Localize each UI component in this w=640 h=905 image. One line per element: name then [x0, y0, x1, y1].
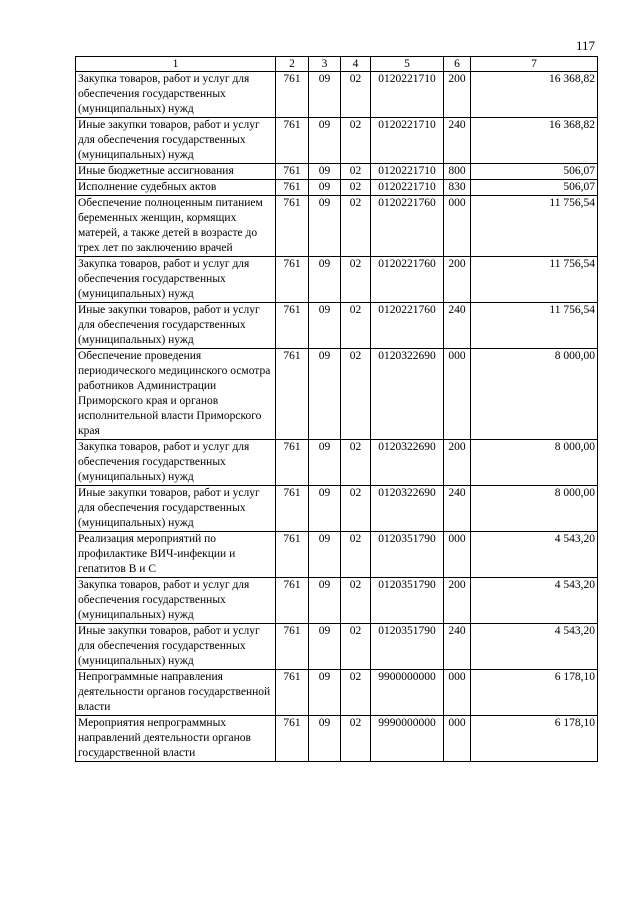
row-target-code: 0120221760: [371, 196, 444, 257]
row-section-code: 09: [309, 578, 341, 624]
row-ministry-code: 761: [276, 118, 309, 164]
row-expense-type-code: 000: [444, 532, 471, 578]
row-amount: 8 000,00: [471, 440, 598, 486]
row-ministry-code: 761: [276, 440, 309, 486]
row-name-cell: Закупка товаров, работ и услуг для обеспечения государственных (муниципальных) нужд: [76, 440, 276, 486]
row-section-code: 09: [309, 118, 341, 164]
table-row: [76, 624, 598, 670]
row-amount: 16 368,82: [471, 118, 598, 164]
table-row: [76, 440, 598, 486]
table-row: [76, 164, 598, 180]
row-expense-type-code: 240: [444, 624, 471, 670]
row-expense-type-code: 000: [444, 716, 471, 762]
row-target-code: 0120221760: [371, 257, 444, 303]
row-amount: 506,07: [471, 164, 598, 180]
row-subsection-code: 02: [341, 578, 371, 624]
table-row: [76, 257, 598, 303]
row-expense-type-code: 000: [444, 349, 471, 440]
row-target-code: 0120351790: [371, 532, 444, 578]
row-ministry-code: 761: [276, 303, 309, 349]
row-target-code: 0120351790: [371, 578, 444, 624]
row-subsection-code: 02: [341, 257, 371, 303]
row-target-code: 0120221760: [371, 303, 444, 349]
row-section-code: 09: [309, 440, 341, 486]
row-name-cell: Обеспечение полноценным питанием беременных женщин, кормящих матерей, а также детей в возрасте до трех лет по заключению врачей: [76, 196, 276, 257]
row-subsection-code: 02: [341, 303, 371, 349]
row-expense-type-code: 200: [444, 257, 471, 303]
row-ministry-code: 761: [276, 532, 309, 578]
row-expense-type-code: 200: [444, 578, 471, 624]
row-ministry-code: 761: [276, 670, 309, 716]
row-name-cell: Иные закупки товаров, работ и услуг для обеспечения государственных (муниципальных) нужд: [76, 303, 276, 349]
table-row: [76, 118, 598, 164]
row-section-code: 09: [309, 670, 341, 716]
row-name-cell: Иные закупки товаров, работ и услуг для обеспечения государственных (муниципальных) нужд: [76, 624, 276, 670]
row-subsection-code: 02: [341, 180, 371, 196]
column-header: 2: [276, 57, 309, 72]
column-header: 5: [371, 57, 444, 72]
row-amount: 8 000,00: [471, 349, 598, 440]
row-ministry-code: 761: [276, 72, 309, 118]
row-target-code: 0120221710: [371, 118, 444, 164]
row-name-cell: Исполнение судебных актов: [76, 180, 276, 196]
table-row: [76, 670, 598, 716]
row-section-code: 09: [309, 532, 341, 578]
row-subsection-code: 02: [341, 670, 371, 716]
row-section-code: 09: [309, 180, 341, 196]
row-section-code: 09: [309, 349, 341, 440]
row-subsection-code: 02: [341, 72, 371, 118]
column-header: 6: [444, 57, 471, 72]
row-section-code: 09: [309, 303, 341, 349]
column-header: 7: [471, 57, 598, 72]
row-target-code: 0120221710: [371, 180, 444, 196]
table-row: [76, 349, 598, 440]
row-target-code: 9900000000: [371, 670, 444, 716]
row-subsection-code: 02: [341, 164, 371, 180]
row-ministry-code: 761: [276, 486, 309, 532]
row-expense-type-code: 240: [444, 118, 471, 164]
row-ministry-code: 761: [276, 180, 309, 196]
row-name-cell: Закупка товаров, работ и услуг для обеспечения государственных (муниципальных) нужд: [76, 578, 276, 624]
row-target-code: 0120221710: [371, 164, 444, 180]
row-target-code: 0120221710: [371, 72, 444, 118]
row-subsection-code: 02: [341, 440, 371, 486]
row-ministry-code: 761: [276, 257, 309, 303]
table-row: [76, 716, 598, 762]
column-header: 1: [76, 57, 276, 72]
row-target-code: 0120351790: [371, 624, 444, 670]
row-ministry-code: 761: [276, 716, 309, 762]
column-header: 4: [341, 57, 371, 72]
row-target-code: 9990000000: [371, 716, 444, 762]
table-row: [76, 578, 598, 624]
row-section-code: 09: [309, 624, 341, 670]
row-ministry-code: 761: [276, 349, 309, 440]
row-amount: 506,07: [471, 180, 598, 196]
row-section-code: 09: [309, 257, 341, 303]
row-amount: 16 368,82: [471, 72, 598, 118]
row-subsection-code: 02: [341, 196, 371, 257]
row-expense-type-code: 800: [444, 164, 471, 180]
row-subsection-code: 02: [341, 624, 371, 670]
row-subsection-code: 02: [341, 349, 371, 440]
column-header: 3: [309, 57, 341, 72]
row-subsection-code: 02: [341, 118, 371, 164]
row-amount: 11 756,54: [471, 303, 598, 349]
table-row: [76, 303, 598, 349]
row-section-code: 09: [309, 716, 341, 762]
row-section-code: 09: [309, 72, 341, 118]
table-header-row: [76, 57, 598, 72]
row-expense-type-code: 200: [444, 72, 471, 118]
table-row: [76, 72, 598, 118]
row-amount: 4 543,20: [471, 578, 598, 624]
row-ministry-code: 761: [276, 164, 309, 180]
row-amount: 11 756,54: [471, 257, 598, 303]
row-target-code: 0120322690: [371, 349, 444, 440]
row-subsection-code: 02: [341, 486, 371, 532]
page-number: 117: [575, 38, 595, 53]
table-row: [76, 196, 598, 257]
row-amount: 8 000,00: [471, 486, 598, 532]
row-name-cell: Закупка товаров, работ и услуг для обеспечения государственных (муниципальных) нужд: [76, 257, 276, 303]
row-expense-type-code: 830: [444, 180, 471, 196]
row-expense-type-code: 000: [444, 196, 471, 257]
budget-table: [75, 56, 598, 762]
row-name-cell: Иные закупки товаров, работ и услуг для обеспечения государственных (муниципальных) нужд: [76, 486, 276, 532]
row-amount: 11 756,54: [471, 196, 598, 257]
row-subsection-code: 02: [341, 716, 371, 762]
row-target-code: 0120322690: [371, 440, 444, 486]
table-row: [76, 486, 598, 532]
table-row: [76, 532, 598, 578]
row-name-cell: Обеспечение проведения периодического медицинского осмотра работников Администрации Приморского края и органов исполнительной власти Приморского края: [76, 349, 276, 440]
row-target-code: 0120322690: [371, 486, 444, 532]
row-name-cell: Мероприятия непрограммных направлений деятельности органов государственной власти: [76, 716, 276, 762]
row-amount: 4 543,20: [471, 624, 598, 670]
row-subsection-code: 02: [341, 532, 371, 578]
row-name-cell: Непрограммные направления деятельности органов государственной власти: [76, 670, 276, 716]
row-name-cell: Реализация мероприятий по профилактике ВИЧ-инфекции и гепатитов В и С: [76, 532, 276, 578]
row-expense-type-code: 200: [444, 440, 471, 486]
row-ministry-code: 761: [276, 578, 309, 624]
row-ministry-code: 761: [276, 196, 309, 257]
row-name-cell: Иные бюджетные ассигнования: [76, 164, 276, 180]
row-section-code: 09: [309, 486, 341, 532]
row-expense-type-code: 000: [444, 670, 471, 716]
row-section-code: 09: [309, 164, 341, 180]
row-name-cell: Иные закупки товаров, работ и услуг для обеспечения государственных (муниципальных) нужд: [76, 118, 276, 164]
row-ministry-code: 761: [276, 624, 309, 670]
row-name-cell: Закупка товаров, работ и услуг для обеспечения государственных (муниципальных) нужд: [76, 72, 276, 118]
row-amount: 4 543,20: [471, 532, 598, 578]
row-amount: 6 178,10: [471, 716, 598, 762]
row-section-code: 09: [309, 196, 341, 257]
row-expense-type-code: 240: [444, 303, 471, 349]
row-amount: 6 178,10: [471, 670, 598, 716]
table-row: [76, 180, 598, 196]
row-expense-type-code: 240: [444, 486, 471, 532]
